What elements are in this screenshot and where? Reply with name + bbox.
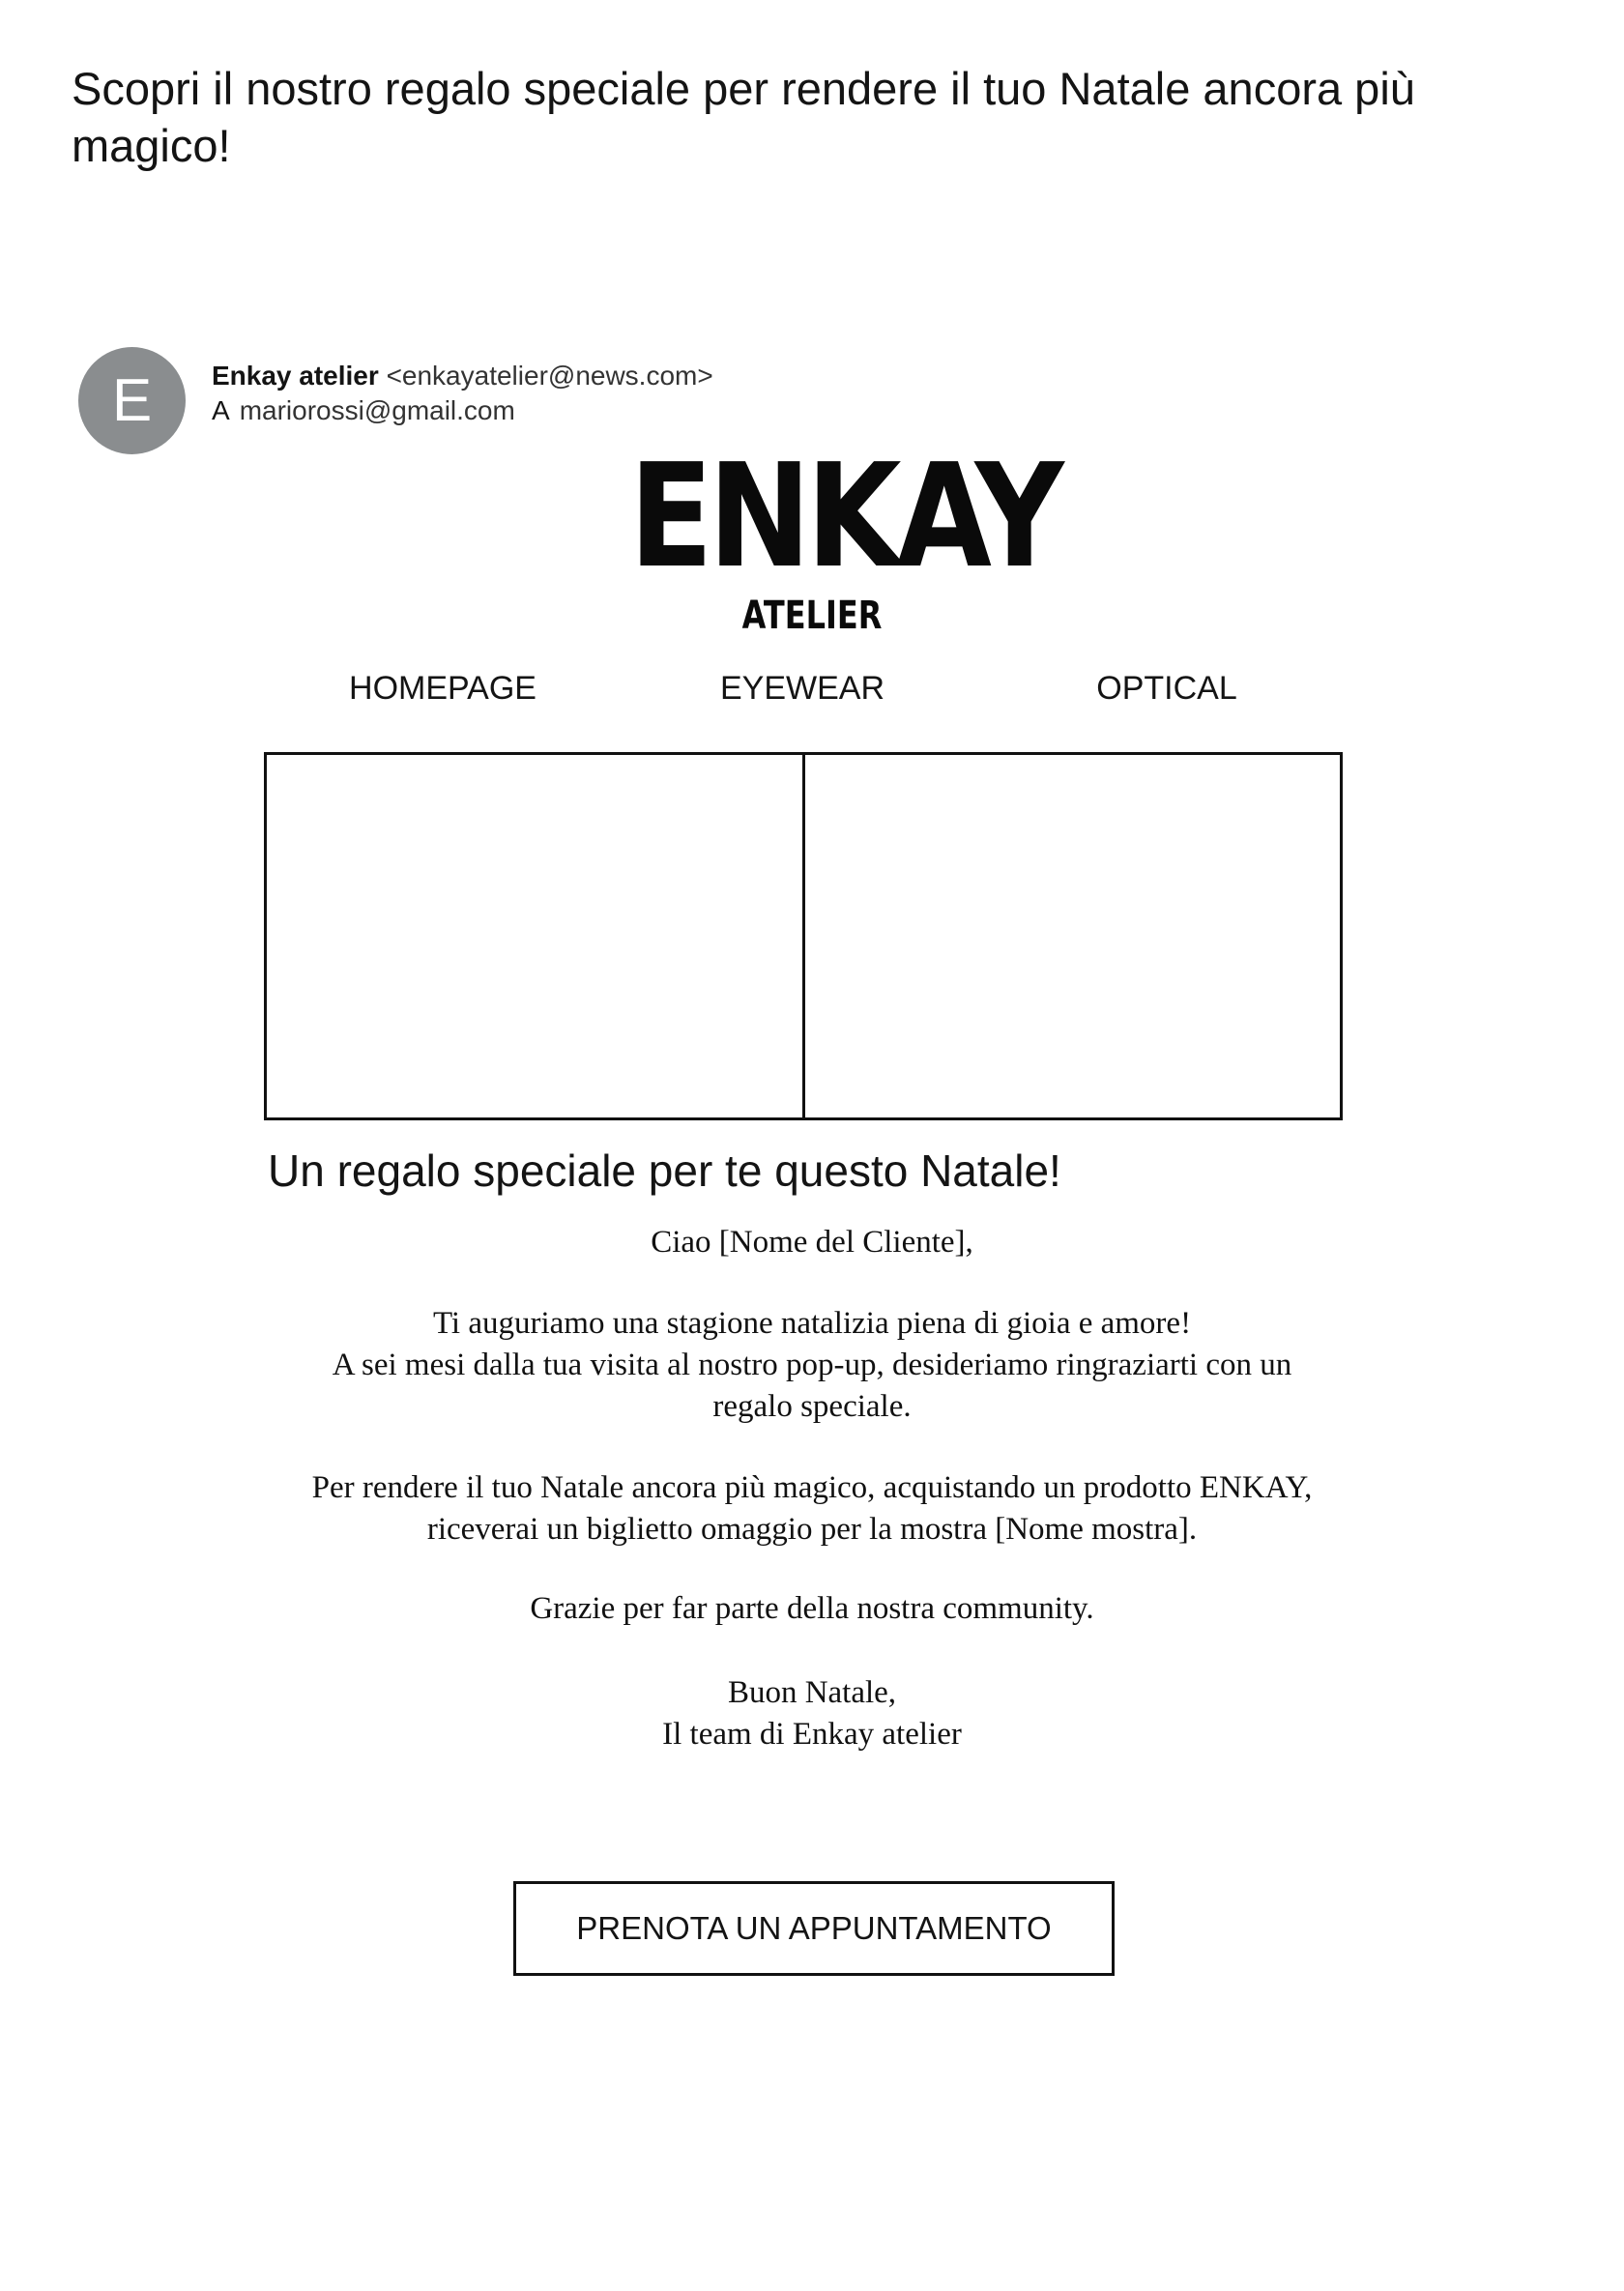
image-row [264, 752, 1343, 1120]
enkay-logo [599, 433, 1059, 648]
sender-name: Enkay atelier [212, 361, 379, 391]
paragraph-gift-line-2: riceverai un biglietto omaggio per la mostra [Nome mostra]. [426, 1512, 1198, 1547]
paragraph-wishes [232, 1303, 1392, 1428]
paragraph-community: Grazie per far parte della nostra community. [530, 1591, 1094, 1626]
image-placeholder-left [264, 752, 805, 1120]
nav-eyewear-link[interactable]: EYEWEAR [719, 670, 885, 707]
greeting-text: Ciao [Nome del Cliente], [651, 1225, 973, 1260]
signoff-line-1: Buon Natale, [727, 1675, 897, 1710]
sender-avatar: E [78, 347, 186, 454]
nav-homepage-link[interactable]: HOMEPAGE [349, 670, 536, 707]
recipient-prefix: A [212, 395, 230, 425]
sender-email: <enkayatelier@news.com> [386, 361, 713, 391]
paragraph-wishes-line-2: A sei mesi dalla tua visita al nostro pop-up, desideriamo ringraziarti con un regalo speciale. [332, 1348, 1292, 1424]
paragraph-gift [232, 1467, 1392, 1551]
logo-subtitle: ATELIER [741, 594, 883, 638]
recipient-line [212, 394, 515, 427]
image-placeholder-right [805, 752, 1344, 1120]
email-subject: Scopri il nostro regalo speciale per rendere il tuo Natale ancora più magico! [72, 63, 1415, 171]
nav-optical-link[interactable]: OPTICAL [1096, 670, 1237, 707]
recipient-email: mariorossi@gmail.com [239, 395, 515, 425]
signoff [232, 1672, 1392, 1755]
paragraph-gift-line-1: Per rendere il tuo Natale ancora più magico, acquistando un prodotto ENKAY, [311, 1470, 1313, 1505]
sender-line [212, 360, 713, 392]
logo-wordmark: ENKAY [628, 433, 1059, 599]
signoff-line-2: Il team di Enkay atelier [662, 1717, 962, 1752]
email-nav [0, 667, 1624, 715]
book-appointment-button[interactable]: PRENOTA UN APPUNTAMENTO [513, 1881, 1115, 1976]
paragraph-wishes-line-1: Ti auguriamo una stagione natalizia piena di gioia e amore! [432, 1306, 1192, 1341]
email-headline: Un regalo speciale per te questo Natale! [268, 1146, 1061, 1196]
